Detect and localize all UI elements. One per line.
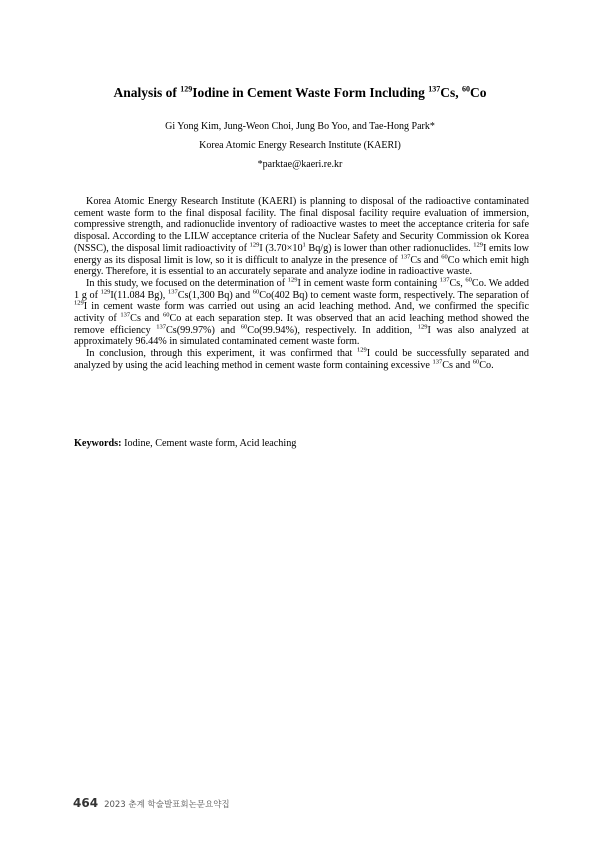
superscript: 137 bbox=[167, 288, 178, 296]
text-run: Cs and bbox=[130, 313, 163, 325]
text-run: Co which emit high energy. Therefore, it is essential to an accurately separate and analyze iodine in radioactive waste. bbox=[74, 254, 530, 278]
superscript: 129 bbox=[287, 276, 298, 284]
keywords-label: Keywords: bbox=[74, 438, 122, 449]
author-list: Gi Yong Kim, Jung-Weon Choi, Jung Bo Yoo, and Tae-Hong Park* bbox=[165, 121, 435, 132]
paper-title bbox=[0, 85, 600, 101]
abstract-paragraph-1 bbox=[74, 196, 529, 278]
superscript: 129 bbox=[249, 241, 260, 249]
title-superscript: 60 bbox=[462, 84, 471, 94]
abstract-paragraph-3 bbox=[74, 348, 529, 371]
page-footer bbox=[73, 792, 230, 811]
keywords-text: Iodine, Cement waste form, Acid leaching bbox=[121, 438, 297, 449]
superscript: 137 bbox=[439, 276, 450, 284]
superscript: 129 bbox=[473, 241, 484, 249]
title-text: Analysis of bbox=[113, 85, 181, 100]
keywords-line bbox=[74, 438, 529, 449]
superscript: 60 bbox=[441, 253, 448, 261]
title-text: Co bbox=[470, 85, 487, 100]
text-run: I could be successfully separated and analyzed by using the acid leaching method in cement waste form containing excessive bbox=[74, 348, 529, 371]
title-text: Iodine in Cement Waste Form Including bbox=[192, 85, 429, 100]
superscript: 60 bbox=[162, 311, 170, 319]
superscript: 60 bbox=[465, 276, 472, 284]
superscript: 129 bbox=[417, 323, 428, 331]
superscript: 129 bbox=[74, 299, 84, 307]
superscript: 137 bbox=[432, 358, 443, 366]
text-run: I emits low energy as its disposal limit is low, so it is difficult to analyze in the presence of bbox=[74, 242, 530, 266]
text-run: Cs, bbox=[449, 277, 466, 289]
superscript: 137 bbox=[120, 311, 131, 319]
text-run: I in cement waste form was carried out using an acid leaching method. And, we confirmed the specific activity of bbox=[74, 301, 529, 325]
title-text: Cs, bbox=[440, 85, 463, 100]
title-superscript: 129 bbox=[180, 84, 193, 94]
text-run: Cs and bbox=[410, 254, 442, 266]
text-run: Bq/g) is lower than other radionuclides. bbox=[305, 242, 474, 254]
superscript: 60 bbox=[472, 358, 480, 366]
text-run: I (3.70×10 bbox=[259, 242, 303, 254]
superscript: 60 bbox=[240, 323, 248, 331]
superscript: 129 bbox=[357, 346, 367, 354]
corresponding-email: *parktae@kaeri.re.kr bbox=[257, 159, 343, 170]
superscript: 1 bbox=[302, 241, 306, 249]
text-run: I was also analyzed at approximately 96.44% in simulated contaminated cement waste form. bbox=[74, 324, 529, 348]
text-run: Co(99.94%), respectively. In addition, bbox=[247, 324, 418, 336]
text-run: Co(402 Bq) to cement waste form, respectively. The separation of bbox=[259, 289, 529, 301]
text-run: Co. We added 1 g of bbox=[74, 277, 529, 301]
superscript: 137 bbox=[400, 253, 411, 261]
superscript: 129 bbox=[100, 288, 111, 296]
text-run: Cs and bbox=[442, 359, 473, 371]
text-run: Cs(1,300 Bq) and bbox=[177, 289, 253, 301]
abstract-paragraph-2 bbox=[74, 278, 529, 348]
text-run: Co at each separation step. It was observed that an acid leaching method showed the remove efficiency bbox=[74, 313, 530, 336]
text-run: I(11.084 Bg), bbox=[110, 289, 168, 301]
text-run: Co. bbox=[479, 359, 494, 371]
conference-name: 2023 춘계 학술발표회논문요약집 bbox=[104, 800, 230, 810]
text-run: In conclusion, through this experiment, it was confirmed that bbox=[86, 348, 358, 360]
title-superscript: 137 bbox=[428, 84, 441, 94]
abstract-body bbox=[74, 196, 529, 372]
page-number: 464 bbox=[73, 796, 99, 810]
text-run: In this study, we focused on the determination of bbox=[86, 277, 288, 289]
affiliation: Korea Atomic Energy Research Institute (KAERI) bbox=[199, 140, 401, 151]
text-run: Cs(99.97%) and bbox=[165, 324, 241, 336]
text-run: I in cement waste form containing bbox=[297, 277, 440, 289]
superscript: 137 bbox=[156, 323, 166, 331]
text-run: Korea Atomic Energy Research Institute (KAERI) is planning to disposal of the radioactive contaminated cement waste form to the final disposal facility. The final disposal facility require evaluation of immersion, compressive strength, and radionuclide inventory of radioactive wastes to meet the acceptance criteria for safe disposal. According to the LILW acceptance criteria of the Nuclear Safety and Security Commission ok Korea (NSSC), the disposal limit radioactivity of bbox=[74, 196, 529, 254]
superscript: 60 bbox=[252, 288, 260, 296]
